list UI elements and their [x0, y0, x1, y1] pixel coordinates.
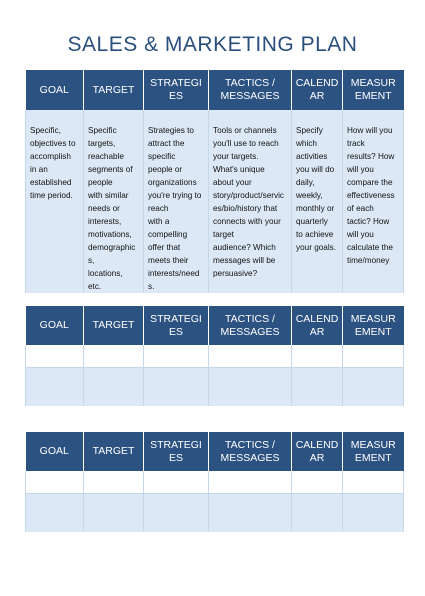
table-cell[interactable]: [26, 367, 84, 406]
table-cell[interactable]: [144, 471, 209, 493]
table-row: [26, 345, 404, 367]
header-strategies: STRATEGI ES: [144, 432, 209, 471]
header-goal: GOAL: [26, 70, 84, 110]
table-cell[interactable]: [343, 471, 404, 493]
description-target: Specific targets, reachable segments of people with similar needs or interests, motivations, demographic s, locations, etc.: [84, 110, 144, 294]
table-cell[interactable]: [26, 493, 84, 532]
header-calendar: CALEND AR: [292, 432, 343, 471]
table-cell[interactable]: [144, 493, 209, 532]
description-measurement: How will you track results? How will you compare the effectiveness of each tactic? How will you calculate the time/money: [343, 110, 404, 294]
header-strategies: STRATEGI ES: [144, 306, 209, 345]
header-goal: GOAL: [26, 306, 84, 345]
table-cell[interactable]: [144, 345, 209, 367]
header-goal: GOAL: [26, 432, 84, 471]
table-cell[interactable]: [292, 471, 343, 493]
description-tactics: Tools or channels you'll use to reach your targets. What's unique about your story/product/servic es/bio/history that connects with your target audience? Which messages will be persuasive?: [209, 110, 292, 294]
header-target: TARGET: [84, 70, 144, 110]
header-calendar: CALEND AR: [292, 306, 343, 345]
table-cell[interactable]: [144, 367, 209, 406]
table-cell[interactable]: [292, 493, 343, 532]
header-calendar: CALEND AR: [292, 70, 343, 110]
description-strategies: Strategies to attract the specific people or organizations you're trying to reach with a compelling offer that meets their interests/need s.: [144, 110, 209, 294]
header-strategies: STRATEGI ES: [144, 70, 209, 110]
table-cell[interactable]: [209, 493, 292, 532]
header-measurement: MEASUR EMENT: [343, 432, 404, 471]
table-cell[interactable]: [84, 345, 144, 367]
plan-table-2: [25, 306, 404, 407]
table-cell[interactable]: [343, 493, 404, 532]
description-goal: Specific, objectives to accomplish in an established time period.: [26, 110, 84, 294]
table-cell[interactable]: [209, 367, 292, 406]
table-cell[interactable]: [343, 345, 404, 367]
table-cell[interactable]: [292, 345, 343, 367]
header-measurement: MEASUR EMENT: [343, 306, 404, 345]
header-tactics-messages: TACTICS / MESSAGES: [209, 432, 292, 471]
table-cell[interactable]: [84, 493, 144, 532]
header-tactics-messages: TACTICS / MESSAGES: [209, 70, 292, 110]
header-measurement: MEASUR EMENT: [343, 70, 404, 110]
table-cell[interactable]: [209, 471, 292, 493]
table-cell[interactable]: [26, 471, 84, 493]
table-cell[interactable]: [343, 367, 404, 406]
table-cell[interactable]: [209, 345, 292, 367]
header-target: TARGET: [84, 306, 144, 345]
table-cell[interactable]: [84, 367, 144, 406]
plan-table-3: [25, 432, 404, 533]
header-target: TARGET: [84, 432, 144, 471]
description-calendar: Specify which activities you will do daily, weekly, monthly or quarterly to achieve your goals.: [292, 110, 343, 294]
page-title: SALES & MARKETING PLAN: [67, 33, 358, 56]
table-row: [26, 493, 404, 532]
table-row: [26, 471, 404, 493]
table-cell[interactable]: [26, 345, 84, 367]
plan-table-1: [25, 70, 404, 294]
table-cell[interactable]: [84, 471, 144, 493]
header-tactics-messages: TACTICS / MESSAGES: [209, 306, 292, 345]
table-row: [26, 367, 404, 406]
table-cell[interactable]: [292, 367, 343, 406]
